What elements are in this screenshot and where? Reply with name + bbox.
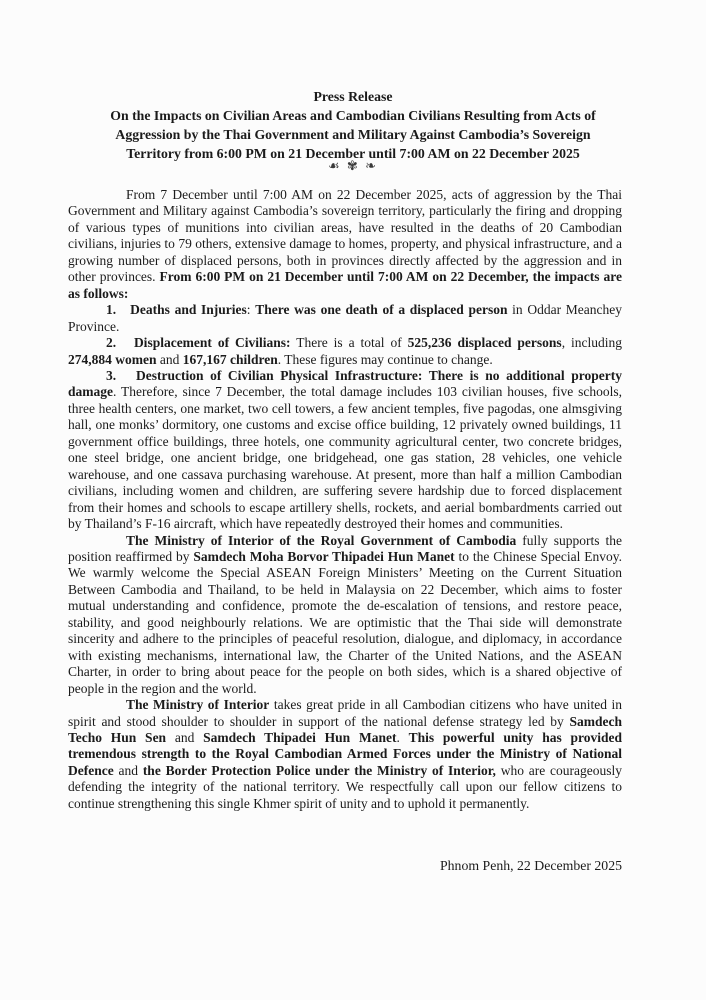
bold-text-run: Samdech Thipadei Hun Manet bbox=[203, 729, 397, 745]
text-run: : bbox=[246, 302, 256, 318]
text-run: There is a total of bbox=[290, 335, 408, 351]
bold-text-run: The Ministry of Interior bbox=[126, 697, 270, 713]
text-run: , including bbox=[561, 335, 622, 351]
bold-text-run: the Border Protection Police under the Ministry of Interior, bbox=[142, 762, 496, 778]
bold-text-run: The Ministry of Interior of the Royal Government of Cambodia bbox=[126, 532, 517, 548]
text-run: to the Chinese Special Envoy. We warmly welcome the Special ASEAN Foreign Ministers’ Meeting on the Current Situation Between Cambodia and Thailand, to be held in Malaysia on 22 December, which aims to foster mutual understanding and confidence, promote the de-escalation of tensions, and restore peace, stability, and good neighbourly relations. We are optimistic that the Thai side will demonstrate sincerity and adhere to the principles of peaceful resolution, dialogue, and diplomacy, in accordance with existing mechanisms, international law, the Charter of the United Nations, and the ASEAN Charter, in order to bring about peace for the people on both sides, which is a shared objective of people in the region and the world. bbox=[68, 548, 623, 696]
text-run: fully supports the position reaffirmed by bbox=[68, 532, 623, 564]
text-run: . bbox=[396, 729, 409, 745]
text-run: From 7 December until 7:00 AM on 22 December 2025, acts of aggression by the Thai Government and Military against Cambodia’s sovereign territory, particularly the firing and dropping of various types of munitions into civilian areas, have resulted in the deaths of 20 Cambodian civilians, injuries to 79 others, extensive damage to homes, property, and physical infrastructure, and a growing number of displaced persons, both in provinces directly affected by the aggression and in other provinces. bbox=[68, 187, 622, 285]
bold-text-run: There was one death of a displaced person bbox=[255, 302, 508, 318]
bold-text-run: 2. Displacement of Civilians: bbox=[106, 335, 291, 351]
document-body bbox=[68, 187, 622, 812]
bold-text-run: Samdech Moha Borvor Thipadei Hun Manet bbox=[193, 548, 455, 564]
document-header bbox=[0, 87, 706, 163]
ministry-pride-paragraph bbox=[68, 697, 622, 812]
intro-paragraph bbox=[68, 187, 622, 302]
ministry-support-paragraph bbox=[68, 533, 622, 698]
document-title: Press Release bbox=[313, 89, 393, 104]
bold-text-run: 167,167 children bbox=[182, 351, 278, 367]
text-run: . Therefore, since 7 December, the total damage includes 103 civilian houses, five schools, three health centers, one market, two cell towers, a few ancient temples, five pagodas, one almsgiving hall, one monks’ dormitory, one customs and excise office building, 12 privately owned buildings, 11 government office buildings, three hotels, one community agricultural center, two concrete bridges, one steel bridge, one ancient bridge, one bridgehead, one gas station, 28 vehicles, one vehicle warehouse, and one cassava purchasing warehouse. At present, more than half a million Cambodian civilians, including women and children, are suffering severe hardship due to forced displacement from their homes and schools to escape artillery shells, rockets, and aerial bombardments carried out by Thailand’s F-16 aircraft, which have repeatedly destroyed their homes and communities. bbox=[68, 384, 622, 532]
bold-text-run: 525,236 displaced persons bbox=[407, 335, 562, 351]
bold-text-run: From 6:00 PM on 21 December until 7:00 AM on 22 December, the impacts are as follows: bbox=[68, 269, 622, 301]
text-run: . These figures may continue to change. bbox=[277, 351, 493, 367]
text-run: takes great pride in all Cambodian citizens who have united in spirit and stood shoulder to shoulder in support of the national defense strategy led by bbox=[68, 697, 622, 729]
document-subtitle-line: Territory from 6:00 PM on 21 December until 7:00 AM on 22 December 2025 bbox=[126, 146, 580, 161]
text-run: and bbox=[113, 762, 143, 778]
text-run: and bbox=[166, 729, 204, 745]
bold-text-run: 274,884 women bbox=[68, 351, 157, 367]
text-run: in Oddar Meanchey Province. bbox=[68, 302, 622, 334]
item-destruction-of-infrastructure bbox=[68, 368, 622, 533]
bold-text-run: 3. Destruction of Civilian Physical Infrastructure: There is no additional property damage bbox=[68, 367, 622, 400]
document-subtitle bbox=[0, 106, 706, 163]
document-subtitle-line: Aggression by the Thai Government and Military Against Cambodia’s Sovereign bbox=[115, 127, 591, 142]
text-run: who are courageously defending the integrity of the national territory. We respectfully call upon our fellow citizens to continue strengthening this single Khmer spirit of unity and to uphold it permanently. bbox=[68, 762, 622, 811]
place-date-line: Phnom Penh, 22 December 2025 bbox=[439, 858, 622, 873]
bold-text-run: 1. Deaths and Injuries bbox=[106, 302, 247, 318]
item-displacement-of-civilians bbox=[68, 335, 622, 368]
bold-text-run: This powerful unity has provided tremendous strength to the Royal Cambodian Armed Forces under the Ministry of National Defence bbox=[68, 729, 622, 778]
floral-divider-ornament: ☙ ✾ ❧ bbox=[328, 158, 378, 173]
text-run: and bbox=[156, 351, 183, 367]
bold-text-run: Samdech Techo Hun Sen bbox=[68, 713, 622, 745]
item-deaths-and-injuries bbox=[68, 302, 622, 335]
document-subtitle-line: On the Impacts on Civilian Areas and Cambodian Civilians Resulting from Acts of bbox=[110, 108, 596, 123]
